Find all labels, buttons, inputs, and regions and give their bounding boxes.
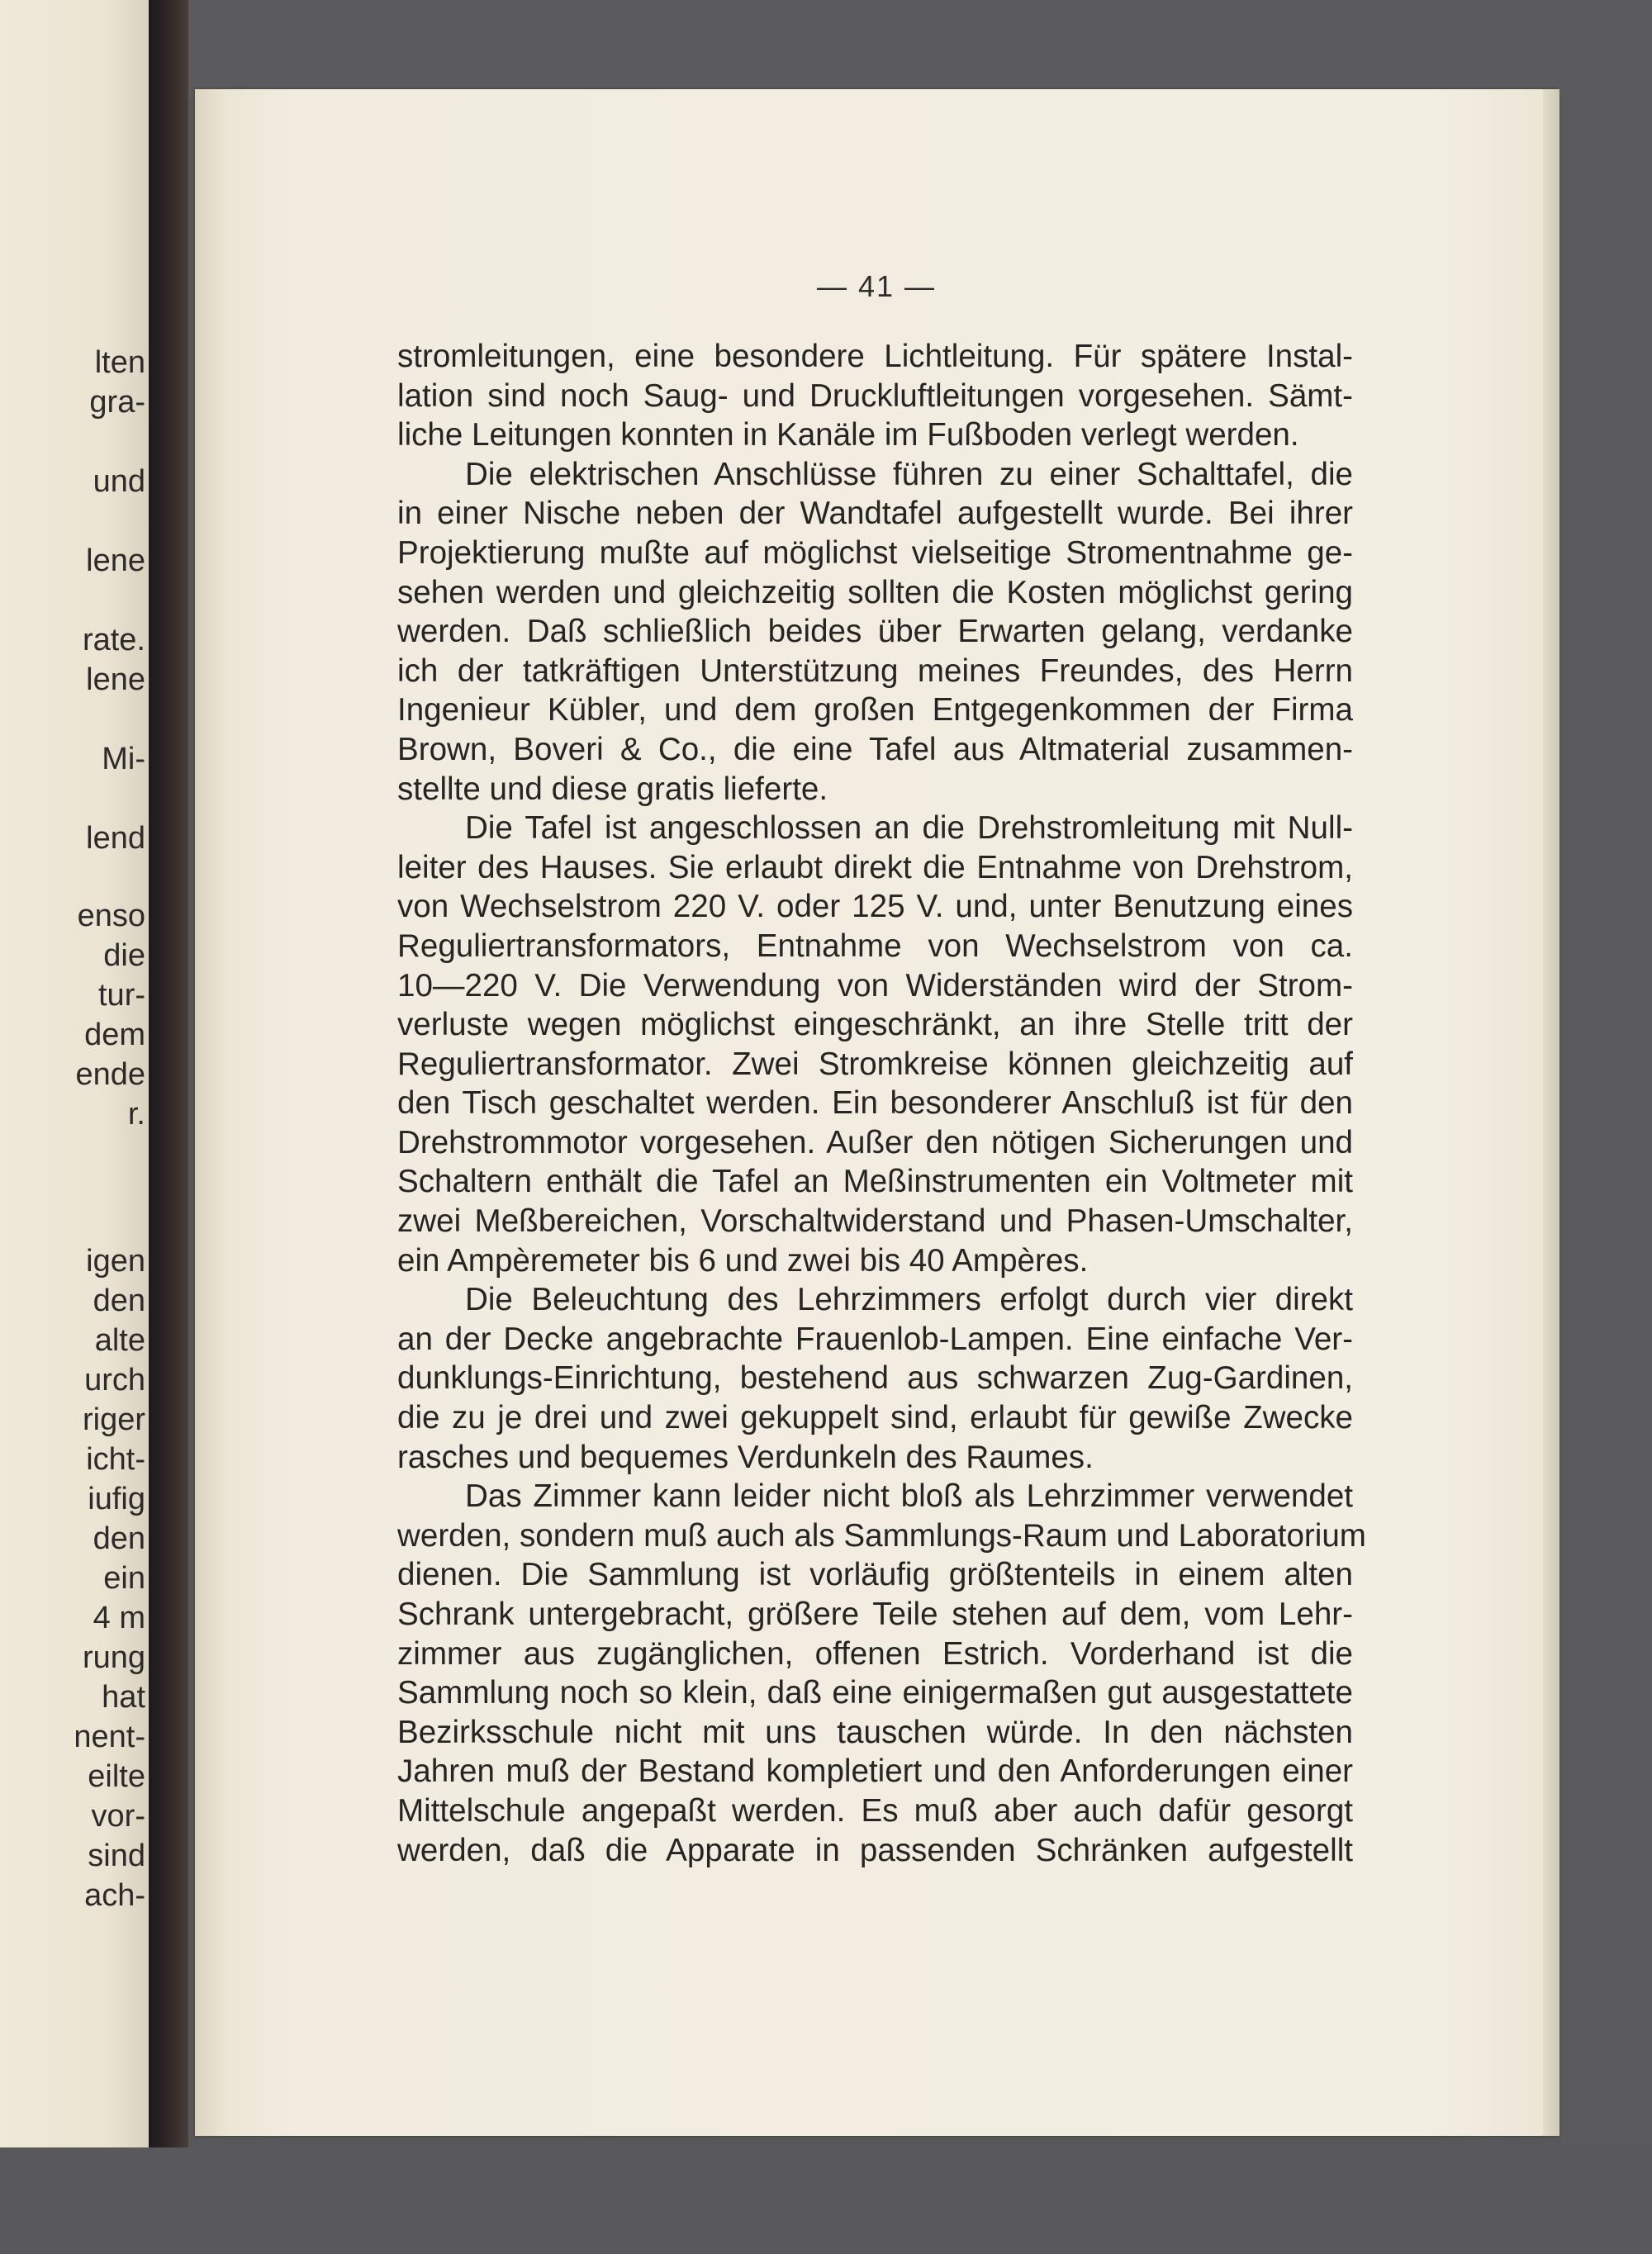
text-line: ich der tatkräftigen Unterstützung meines Freundes, des Herrn xyxy=(397,652,1353,689)
text-line: rasches und bequemes Verdunkeln des Raumes. xyxy=(397,1439,1094,1475)
text-line: stromleitungen, eine besondere Lichtleitung. Für spätere Instal- xyxy=(397,339,1353,374)
left-page-fragment: r. xyxy=(127,1097,145,1132)
left-page-fragment: dem xyxy=(84,1018,145,1052)
left-page-fragment: icht- xyxy=(86,1442,145,1477)
left-page-fragment: tur- xyxy=(98,978,145,1013)
text-line: leiter des Hauses. Sie erlaubt direkt die Entnahme von Drehstrom, xyxy=(397,849,1353,885)
text-line: lation sind noch Saug- und Druckluftleitungen vorgesehen. Sämt- xyxy=(397,377,1353,414)
left-page-fragment: lten xyxy=(94,345,145,380)
left-page-fragment: igen xyxy=(86,1244,145,1279)
left-facing-page xyxy=(0,0,150,2147)
text-line: Brown, Boveri & Co., die eine Tafel aus Altmaterial zusammen- xyxy=(397,731,1353,767)
text-line: Reguliertransformators, Entnahme von Wechselstrom von ca. xyxy=(397,928,1353,964)
text-line: Mittelschule angepaßt werden. Es muß aber auch dafür gesorgt xyxy=(397,1792,1353,1829)
body-text xyxy=(397,337,1366,1870)
text-line: in einer Nische neben der Wandtafel aufgestellt wurde. Bei ihrer xyxy=(397,496,1353,532)
text-line: von Wechselstrom 220 V. oder 125 V. und, unter Benutzung eines xyxy=(397,889,1353,925)
left-page-fragment: enso xyxy=(77,899,145,933)
text-line: werden. Daß schließlich beides über Erwarten gelang, verdanke xyxy=(397,614,1353,650)
text-line: Ingenieur Kübler, und dem großen Entgegenkommen der Firma xyxy=(397,692,1353,728)
text-line: Schaltern enthält die Tafel an Meßinstrumenten ein Voltmeter mit xyxy=(397,1164,1353,1200)
text-line: Jahren muß der Bestand kompletiert und den Anforderungen einer xyxy=(397,1753,1353,1790)
text-line: an der Decke angebrachte Frauenlob-Lampen. Eine einfache Ver- xyxy=(397,1321,1353,1357)
left-page-fragment: iufig xyxy=(88,1482,145,1516)
left-page-fragment: urch xyxy=(84,1363,145,1397)
left-page-fragment: ach- xyxy=(84,1878,145,1913)
left-page-fragment: 4 m xyxy=(93,1601,145,1635)
text-line: Die elektrischen Anschlüsse führen zu einer Schalttafel, die xyxy=(465,456,1353,492)
left-page-fragment: rate. xyxy=(82,623,145,657)
left-page-fragment: lene xyxy=(86,543,145,578)
text-line: verluste wegen möglichst eingeschränkt, an ihre Stelle tritt der xyxy=(397,1007,1353,1043)
left-page-fragment: die xyxy=(103,938,145,973)
text-line: Drehstrommotor vorgesehen. Außer den nötigen Sicherungen und xyxy=(397,1124,1353,1160)
left-page-fragment: den xyxy=(93,1284,145,1318)
text-line: Die Tafel ist angeschlossen an die Drehstromleitung mit Null- xyxy=(465,810,1353,847)
left-page-fragment: eilte xyxy=(88,1759,145,1794)
left-page-fragment: ein xyxy=(103,1561,145,1596)
text-line: werden, sondern muß auch als Sammlungs-Raum und Laboratorium xyxy=(397,1517,1366,1554)
text-line: dunklungs-Einrichtung, bestehend aus schwarzen Zug-Gardinen, xyxy=(397,1360,1353,1397)
paragraph xyxy=(397,1280,1353,1477)
paragraph xyxy=(397,455,1353,809)
text-line: werden, daß die Apparate in passenden Schränken aufgestellt xyxy=(397,1832,1353,1868)
paragraph xyxy=(397,1477,1366,1870)
text-line: zimmer aus zugänglichen, offenen Estrich. Vorderhand ist die xyxy=(397,1635,1353,1672)
text-line: stellte und diese gratis lieferte. xyxy=(397,771,828,807)
text-line: die zu je drei und zwei gekuppelt sind, erlaubt für gewiße Zwecke xyxy=(397,1400,1353,1436)
text-line: zwei Meßbereichen, Vorschaltwiderstand und Phasen-Umschalter, xyxy=(397,1203,1353,1240)
paragraph xyxy=(397,809,1353,1280)
left-page-fragment: nent- xyxy=(74,1720,145,1754)
text-line: Reguliertransformator. Zwei Stromkreise können gleichzeitig auf xyxy=(397,1046,1353,1082)
left-page-fragment: vor- xyxy=(91,1799,145,1834)
left-page-fragment: und xyxy=(93,464,145,499)
text-line: dienen. Die Sammlung ist vorläufig größtenteils in einem alten xyxy=(397,1557,1353,1593)
page-edge xyxy=(1543,89,1559,2136)
left-page-fragment: rung xyxy=(82,1640,145,1675)
page-number: — 41 — xyxy=(816,269,937,303)
text-line: Schrank untergebracht, größere Teile stehen auf dem, vom Lehr- xyxy=(397,1597,1353,1632)
paragraph xyxy=(397,337,1353,455)
left-page-fragment: riger xyxy=(82,1402,145,1437)
text-line: 10—220 V. Die Verwendung von Widerständen wird der Strom- xyxy=(397,967,1353,1004)
left-page-fragment: lend xyxy=(86,821,145,856)
left-page-fragment: hat xyxy=(102,1680,145,1715)
left-page-fragment: gra- xyxy=(89,385,145,420)
scanner-background-bottom xyxy=(0,2147,1652,2254)
left-page-fragment: alte xyxy=(94,1323,145,1358)
text-line: Sammlung noch so klein, daß eine einigermaßen gut ausgestattete xyxy=(397,1675,1353,1711)
text-line: Bezirksschule nicht mit uns tauschen würde. In den nächsten xyxy=(397,1714,1353,1750)
scanner-background-top xyxy=(0,0,1652,99)
text-line: sehen werden und gleichzeitig sollten die Kosten möglichst gering xyxy=(397,574,1353,610)
left-page-fragment: den xyxy=(93,1521,145,1556)
scanner-background-right xyxy=(1561,0,1652,2254)
text-line: ein Ampèremeter bis 6 und zwei bis 40 Ampères. xyxy=(397,1242,1089,1279)
text-line: Das Zimmer kann leider nicht bloß als Lehrzimmer verwendet xyxy=(465,1478,1353,1515)
text-line: Die Beleuchtung des Lehrzimmers erfolgt durch vier direkt xyxy=(465,1282,1353,1318)
left-page-fragment: ende xyxy=(75,1057,145,1092)
text-line: den Tisch geschaltet werden. Ein besonderer Anschluß ist für den xyxy=(397,1085,1353,1122)
text-line: Projektierung mußte auf möglichst vielseitige Stromentnahme ge- xyxy=(397,534,1353,571)
left-page-fragment: lene xyxy=(86,662,145,697)
text-line: liche Leitungen konnten in Kanäle im Fußboden verlegt werden. xyxy=(397,417,1299,453)
left-page-fragment: Mi- xyxy=(102,742,145,776)
book-spine xyxy=(149,0,188,2147)
left-page-fragment: sind xyxy=(88,1839,145,1873)
